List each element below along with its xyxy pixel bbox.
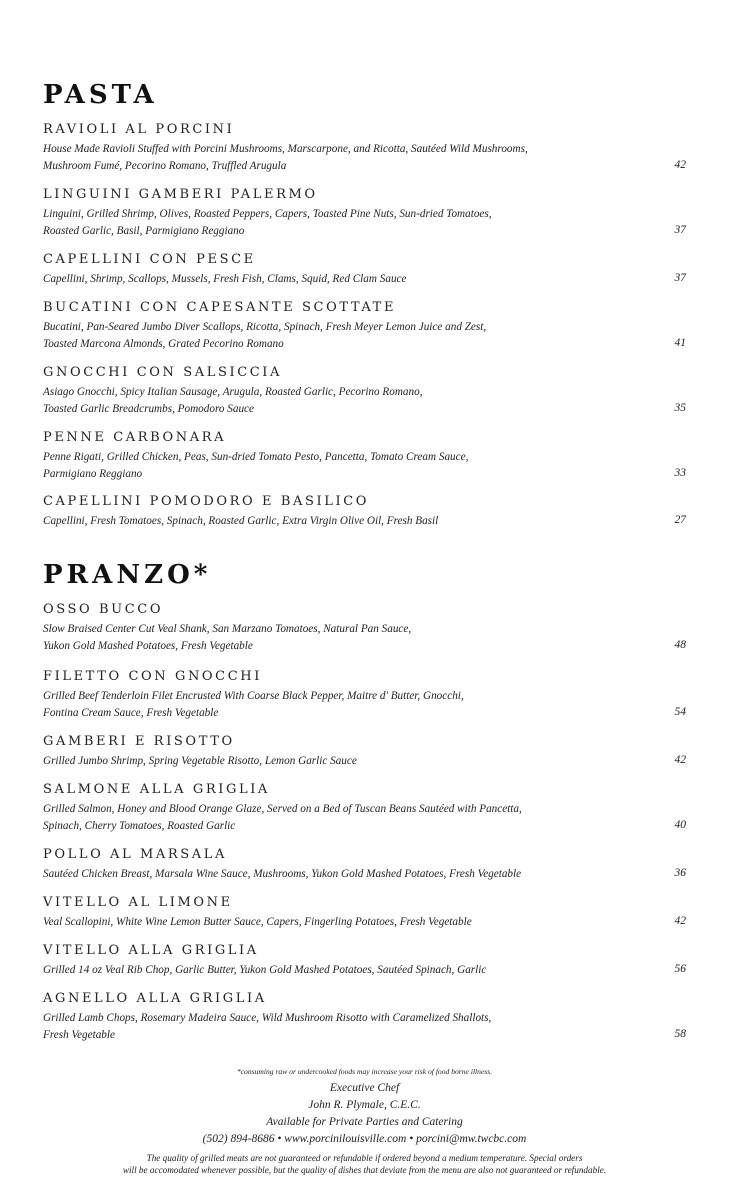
item-price: 35 xyxy=(674,402,686,414)
item-description: Sautéed Chicken Breast, Marsala Wine Sauce, Mushrooms, Yukon Gold Mashed Potatoes, Fresh Vegetable xyxy=(43,868,522,880)
menu-item-osso-bucco xyxy=(43,602,688,655)
menu-item-agnello-alla-griglia xyxy=(43,991,688,1044)
menu-item-gnocchi-con-salsiccia xyxy=(43,365,688,418)
menu-item-capellini-con-pesce xyxy=(43,252,688,288)
item-description: Grilled Beef Tenderloin Filet Encrusted With Coarse Black Pepper, Maitre d' Butter, Gnocchi, Fontina Cream Sauce, Fresh Vegetable xyxy=(43,690,464,719)
menu-item-linguini-gamberi-palermo xyxy=(43,187,688,240)
menu-item-capellini-pomodoro-e-basilico xyxy=(43,494,688,530)
item-price: 41 xyxy=(674,337,686,349)
item-name: CAPELLINI CON PESCE xyxy=(43,252,256,267)
menu-item-filetto-con-gnocchi xyxy=(43,669,688,722)
item-name: OSSO BUCCO xyxy=(43,602,164,617)
item-name: BUCATINI CON CAPESANTE SCOTTATE xyxy=(43,300,397,315)
item-price: 54 xyxy=(674,706,686,718)
menu-item-vitello-al-limone xyxy=(43,895,688,931)
item-price: 33 xyxy=(674,467,686,479)
chef-title: Executive Chef xyxy=(329,1082,400,1094)
menu-item-gamberi-e-risotto xyxy=(43,734,688,770)
item-description: Grilled 14 oz Veal Rib Chop, Garlic Butter, Yukon Gold Mashed Potatoes, Sautéed Spinach, Garlic xyxy=(43,964,487,976)
item-price: 36 xyxy=(674,867,686,879)
item-description: Capellini, Fresh Tomatoes, Spinach, Roasted Garlic, Extra Virgin Olive Oil, Fresh Basil xyxy=(43,515,439,527)
fineprint-line-1: The quality of grilled meats are not guaranteed or refundable if ordered beyond a medium temperature. Special orders xyxy=(146,1153,583,1163)
pranzo-section-title: PRANZO* xyxy=(43,560,212,590)
item-price: 48 xyxy=(674,639,686,651)
item-name: PENNE CARBONARA xyxy=(43,430,227,445)
item-name: LINGUINI GAMBERI PALERMO xyxy=(43,187,318,202)
item-name: CAPELLINI POMODORO E BASILICO xyxy=(43,494,370,509)
raw-food-disclaimer: *consuming raw or undercooked foods may increase your risk of food borne illness. xyxy=(236,1067,493,1076)
item-name: GAMBERI E RISOTTO xyxy=(43,734,235,749)
item-price: 42 xyxy=(674,159,686,171)
item-name: VITELLO AL LIMONE xyxy=(43,895,233,910)
item-price: 37 xyxy=(674,224,686,236)
chef-name: John R. Plymale, C.E.C. xyxy=(308,1099,421,1111)
item-name: RAVIOLI AL PORCINI xyxy=(43,122,235,137)
menu-item-pollo-al-marsala xyxy=(43,847,688,883)
menu-item-penne-carbonara xyxy=(43,430,688,483)
item-description: Asiago Gnocchi, Spicy Italian Sausage, Arugula, Roasted Garlic, Pecorino Romano, Toasted Garlic Breadcrumbs, Pomodoro Sauce xyxy=(43,386,423,415)
menu-item-ravioli-al-porcini xyxy=(43,122,688,175)
menu-item-salmone-alla-griglia xyxy=(43,782,688,835)
item-price: 56 xyxy=(674,963,686,975)
item-description: Grilled Lamb Chops, Rosemary Madeira Sauce, Wild Mushroom Risotto with Caramelized Shallots, Fresh Vegetable xyxy=(43,1012,492,1041)
item-price: 37 xyxy=(674,272,686,284)
menu-item-bucatini-con-capesante-scottate xyxy=(43,300,688,353)
item-price: 58 xyxy=(674,1028,686,1040)
item-name: GNOCCHI CON SALSICCIA xyxy=(43,365,283,380)
item-name: VITELLO ALLA GRIGLIA xyxy=(43,943,259,958)
item-price: 42 xyxy=(674,754,686,766)
menu-footer xyxy=(0,1066,729,1176)
item-name: FILETTO CON GNOCCHI xyxy=(43,669,262,684)
contact-info: (502) 894-8686 • www.porcinilouisville.com • porcini@mw.twcbc.com xyxy=(202,1133,527,1145)
item-description: Penne Rigati, Grilled Chicken, Peas, Sun-dried Tomato Pesto, Pancetta, Tomato Cream Sauce, Parmigiano Reggiano xyxy=(43,451,469,480)
item-price: 42 xyxy=(674,915,686,927)
item-description: Bucatini, Pan-Seared Jumbo Diver Scallops, Ricotta, Spinach, Fresh Meyer Lemon Juice and Zest, Toasted Marcona Almonds, Grated Pecorino Romano xyxy=(43,321,487,350)
item-description: Capellini, Shrimp, Scallops, Mussels, Fresh Fish, Clams, Squid, Red Clam Sauce xyxy=(43,273,407,285)
item-name: SALMONE ALLA GRIGLIA xyxy=(43,782,270,797)
item-name: POLLO AL MARSALA xyxy=(43,847,228,862)
item-description: House Made Ravioli Stuffed with Porcini Mushrooms, Marscarpone, and Ricotta, Sautéed Wild Mushrooms, Mushroom Fumé, Pecorino Romano, Truffled Arugula xyxy=(43,143,528,172)
item-price: 27 xyxy=(674,514,686,526)
pasta-section-title: PASTA xyxy=(43,80,158,110)
availability-note: Available for Private Parties and Catering xyxy=(266,1116,463,1128)
item-price: 40 xyxy=(674,819,686,831)
item-description: Linguini, Grilled Shrimp, Olives, Roasted Peppers, Capers, Toasted Pine Nuts, Sun-dried Tomatoes, Roasted Garlic, Basil, Parmigiano Reggiano xyxy=(43,208,492,237)
item-description: Grilled Jumbo Shrimp, Spring Vegetable Risotto, Lemon Garlic Sauce xyxy=(43,755,357,767)
item-description: Slow Braised Center Cut Veal Shank, San Marzano Tomatoes, Natural Pan Sauce, Yukon Gold Mashed Potatoes, Fresh Vegetable xyxy=(43,623,412,652)
fineprint-line-2: will be accomodated whenever possible, but the quality of dishes that deviate from the menu are also not guaranteed or refundable. xyxy=(122,1165,607,1175)
item-description: Veal Scallopini, White Wine Lemon Butter Sauce, Capers, Fingerling Potatoes, Fresh Vegetable xyxy=(43,916,472,928)
item-name: AGNELLO ALLA GRIGLIA xyxy=(43,991,267,1006)
item-description: Grilled Salmon, Honey and Blood Orange Glaze, Served on a Bed of Tuscan Beans Sautéed with Pancetta, Spinach, Cherry Tomatoes, Roasted Garlic xyxy=(43,803,522,832)
menu-item-vitello-alla-griglia xyxy=(43,943,688,979)
